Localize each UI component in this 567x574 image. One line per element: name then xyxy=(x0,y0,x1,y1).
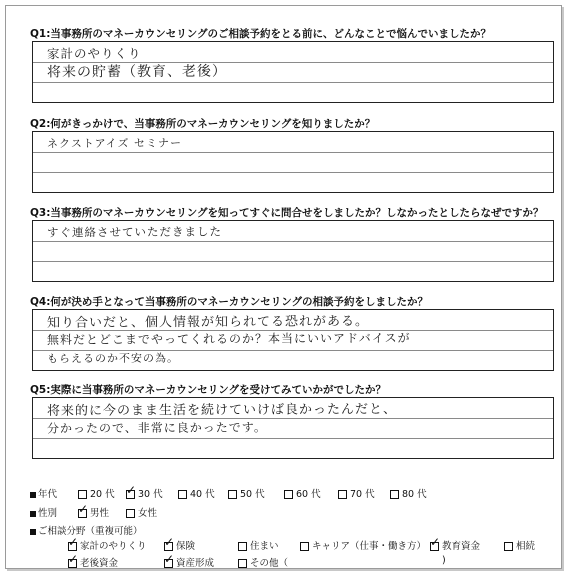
field-option-insurance[interactable]: ✓ 保険 xyxy=(164,538,195,552)
checkbox-icon[interactable] xyxy=(126,509,135,518)
q1-title: Q1:当事務所のマネーカウンセリングのご相談予約をとる前に、どんなことで悩んでいましたか？ xyxy=(30,28,492,40)
field-row xyxy=(30,523,143,537)
checkbox-icon[interactable] xyxy=(238,559,247,568)
checkbox-icon[interactable] xyxy=(284,490,293,499)
checkbox-checked-icon[interactable] xyxy=(78,509,87,518)
bullet-square-icon xyxy=(30,492,36,498)
gender-row xyxy=(30,505,57,519)
field-option-education[interactable]: ✓ 教育資金 xyxy=(430,538,480,552)
field-label: ご相談分野（重複可能） xyxy=(38,526,143,537)
bullet-square-icon xyxy=(30,529,36,535)
q5-answer-box xyxy=(32,397,554,459)
age-option-20[interactable]: 20 代 xyxy=(78,486,115,500)
checkbox-icon[interactable] xyxy=(504,542,513,551)
q1-answer-box xyxy=(32,41,554,103)
bullet-square-icon xyxy=(30,511,36,517)
q1-answer-line-2: 将来の貯蓄（教育、老後） xyxy=(46,63,228,81)
q5-answer-line-1: 将来的に今のまま生活を続けていけば良かったんだと、 xyxy=(46,402,398,419)
age-option-70[interactable]: 70 代 xyxy=(338,486,375,500)
field-option-household[interactable]: ✓家計のやりくり xyxy=(68,538,147,552)
checkbox-checked-icon[interactable] xyxy=(164,542,173,551)
age-row xyxy=(30,486,57,500)
gender-option-female[interactable]: 女性 xyxy=(126,505,157,519)
q2-answer-box xyxy=(32,131,554,193)
age-options xyxy=(78,486,498,500)
gender-options xyxy=(78,505,278,519)
survey-sheet xyxy=(5,5,562,569)
q1-answer-line-1: 家計のやりくり xyxy=(46,45,142,62)
field-option-other-close: ) xyxy=(442,555,446,566)
q4-answer-line-3: もらえるのか不安の為。 xyxy=(46,351,180,366)
checkbox-icon[interactable] xyxy=(78,490,87,499)
checkbox-icon[interactable] xyxy=(228,490,237,499)
field-option-housing[interactable]: 住まい xyxy=(238,538,279,552)
q3-answer-box xyxy=(32,220,554,282)
field-option-other[interactable]: その他（ xyxy=(238,555,288,569)
gender-option-male[interactable]: ✓ 男性 xyxy=(78,505,109,519)
field-option-inheritance[interactable]: 相続 xyxy=(504,538,535,552)
checkbox-checked-icon[interactable] xyxy=(126,490,135,499)
q4-title: Q4:何が決め手となって当事務所のマネーカウンセリングの相談予約をしましたか？ xyxy=(30,296,429,308)
q4-answer-line-2: 無料だとどこまでやってくれるのか？本当にいいアドバイスが xyxy=(46,331,411,347)
age-option-40[interactable]: 40 代 xyxy=(178,486,215,500)
q2-answer-line-1: ネクストアイズ セミナー xyxy=(46,136,183,151)
field-option-assets[interactable]: ✓ 資産形成 xyxy=(164,555,214,569)
age-option-80[interactable]: 80 代 xyxy=(390,486,427,500)
checkbox-icon[interactable] xyxy=(300,542,309,551)
field-options xyxy=(68,538,558,568)
q4-answer-box xyxy=(32,309,554,371)
age-label: 年代 xyxy=(38,489,58,500)
checkbox-icon[interactable] xyxy=(338,490,347,499)
checkbox-checked-icon[interactable] xyxy=(68,559,77,568)
checkbox-checked-icon[interactable] xyxy=(430,542,439,551)
q2-title: Q2:何がきっかけで、当事務所のマネーカウンセリングを知りましたか？ xyxy=(30,118,376,130)
age-option-50[interactable]: 50 代 xyxy=(228,486,265,500)
checkbox-icon[interactable] xyxy=(390,490,399,499)
q4-answer-line-1: 知り合いだと、個人情報が知られてる恐れがある。 xyxy=(46,314,370,331)
field-option-retirement[interactable]: ✓老後資金 xyxy=(68,555,118,569)
gender-label: 性別 xyxy=(38,508,58,519)
q5-answer-line-2: 分かったので、非常に良かったです。 xyxy=(46,420,267,436)
checkbox-icon[interactable] xyxy=(238,542,247,551)
age-option-30[interactable]: ✓ 30 代 xyxy=(126,486,163,500)
q3-answer-line-1: すぐ連絡させていただきました xyxy=(46,224,223,240)
q3-title: Q3:当事務所のマネーカウンセリングを知ってすぐに問合せをしましたか？しなかったとしたらなぜですか？ xyxy=(30,207,544,219)
field-option-career[interactable]: キャリア（仕事・働き方） xyxy=(300,538,426,552)
checkbox-checked-icon[interactable] xyxy=(68,542,77,551)
checkbox-icon[interactable] xyxy=(178,490,187,499)
checkbox-checked-icon[interactable] xyxy=(164,559,173,568)
age-option-60[interactable]: 60 代 xyxy=(284,486,321,500)
q5-title: Q5:実際に当事務所のマネーカウンセリングを受けてみていかがでしたか？ xyxy=(30,384,387,396)
